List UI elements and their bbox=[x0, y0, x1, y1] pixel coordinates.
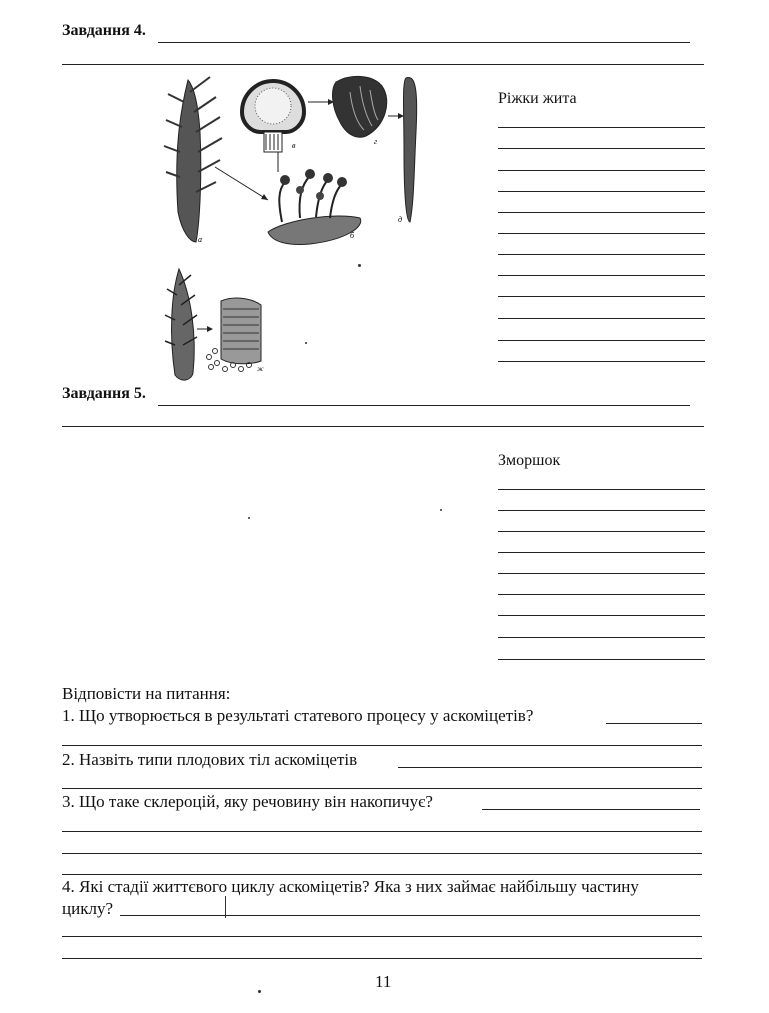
figure-letter-a: а bbox=[198, 235, 202, 244]
figure-letter-g: г bbox=[374, 137, 378, 146]
side-answer-line[interactable] bbox=[498, 510, 705, 511]
task5-heading: Завдання 5. bbox=[62, 385, 146, 402]
side-answer-line[interactable] bbox=[498, 552, 705, 553]
print-speck bbox=[248, 517, 250, 519]
figure-letter-v: в bbox=[292, 141, 296, 150]
ergot-lifecycle-figure bbox=[160, 72, 450, 252]
q4-answer-line[interactable] bbox=[62, 958, 702, 959]
q3-answer-line[interactable] bbox=[62, 853, 702, 854]
print-speck bbox=[440, 509, 442, 511]
q2-answer-line[interactable] bbox=[398, 767, 702, 768]
q4-answer-line[interactable] bbox=[62, 936, 702, 937]
q2-answer-line[interactable] bbox=[62, 788, 702, 789]
task5-side-lines bbox=[498, 0, 705, 700]
question-4-line2: циклу? bbox=[62, 899, 113, 918]
print-speck bbox=[258, 990, 261, 993]
print-speck bbox=[305, 342, 307, 344]
sclerotium-stromata-illustration bbox=[268, 169, 361, 245]
ascus-illustration bbox=[404, 77, 417, 222]
question-2: 2. Назвіть типи плодових тіл аскоміцетів bbox=[62, 750, 358, 769]
questions-intro: Відповісти на питання: bbox=[62, 684, 231, 703]
rye-ear-illustration bbox=[164, 77, 222, 242]
q1-answer-line[interactable] bbox=[606, 723, 702, 724]
q4-answer-line[interactable] bbox=[120, 915, 700, 916]
conidiophores-illustration bbox=[221, 298, 261, 364]
side-answer-line[interactable] bbox=[498, 615, 705, 616]
side-answer-line[interactable] bbox=[498, 573, 705, 574]
task5-side-label: Зморшок bbox=[498, 452, 561, 469]
conidial-stage-figure bbox=[165, 265, 275, 385]
perithecium-illustration bbox=[333, 76, 387, 137]
task4-side-label: Ріжки жита bbox=[498, 90, 577, 107]
q3-answer-line[interactable] bbox=[62, 831, 702, 832]
page-number: 11 bbox=[375, 972, 392, 991]
figure-letter-d: д bbox=[398, 215, 403, 224]
side-answer-line[interactable] bbox=[498, 489, 705, 490]
task4-heading: Завдання 4. bbox=[62, 22, 146, 39]
print-speck bbox=[358, 264, 361, 267]
side-answer-line[interactable] bbox=[498, 531, 705, 532]
question-1: 1. Що утворюється в результаті статевого процесу у аскоміцетів? bbox=[62, 706, 534, 725]
q3-answer-line[interactable] bbox=[482, 809, 700, 810]
q1-answer-line[interactable] bbox=[62, 745, 702, 746]
figure-letter-b: б bbox=[350, 231, 355, 240]
side-answer-line[interactable] bbox=[498, 594, 705, 595]
question-3: 3. Що таке склероцій, яку речовину він накопичує? bbox=[62, 792, 433, 811]
side-answer-line[interactable] bbox=[498, 659, 705, 660]
q3-answer-line[interactable] bbox=[62, 874, 702, 875]
side-answer-line[interactable] bbox=[498, 637, 705, 638]
pen-mark bbox=[225, 896, 226, 918]
question-4-line1: 4. Які стадії життєвого циклу аскоміцетів? Яка з них займає найбільшу частину bbox=[62, 877, 639, 896]
figure2-letter: ж bbox=[257, 365, 264, 373]
